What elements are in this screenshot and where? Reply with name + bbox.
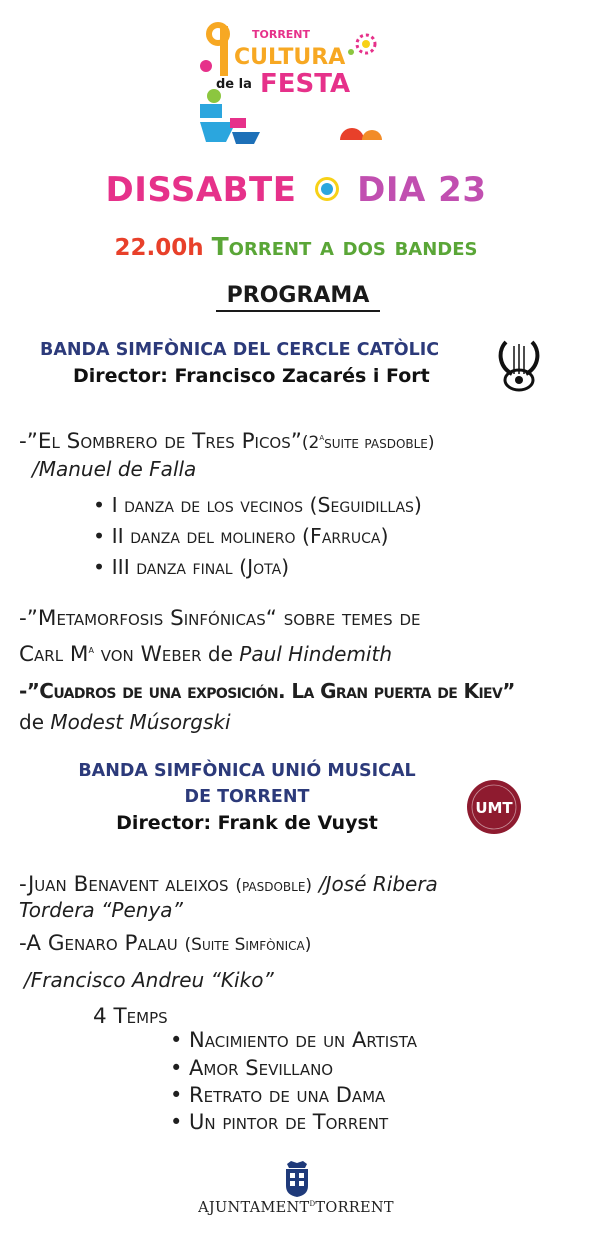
logo-line1: TORRENT (252, 28, 311, 41)
band2-work1-title: -Juan Benavent aleixos (pasdoble) /José Ribera (19, 872, 438, 897)
logo-line2: CULTURA (234, 45, 346, 70)
movement-item: • II danza del molinero (Farruca) (93, 524, 389, 548)
movement-item: • I danza de los vecinos (Seguidillas) (93, 493, 422, 517)
band2-director: Director: Frank de Vuyst (116, 812, 378, 834)
band1-director: Director: Francisco Zacarés i Fort (73, 365, 430, 387)
ajuntament-footer: $AJUNTAMENT^DTORRENT$ (198, 1200, 394, 1216)
cultura-de-la-festa-logo (196, 22, 396, 152)
sun-icon (313, 175, 341, 203)
programa-heading: PROGRAMA (216, 283, 380, 312)
band2-work2-composer: /Francisco Andreu “Kiko” (24, 968, 274, 992)
band1-work3-composer: de Modest Músorgski (19, 710, 231, 734)
band2-work1-composer: Tordera “Penya” (19, 898, 183, 922)
band1-work2-line2: Carl $M^a$ von Weber de Paul Hindemith (19, 642, 392, 668)
band1-work3-title: -”Cuadros de una exposición. La Gran puerta de Kiev” (19, 679, 515, 703)
date-label: DIA 23 (357, 170, 487, 210)
date-headline (0, 170, 592, 210)
lyre-icon (494, 336, 544, 394)
movement-item: • Amor Sevillano (170, 1056, 334, 1080)
band2-work2-title: -A Genaro Palau (Suite Simfònica) (19, 931, 312, 956)
band2-name-line2: DE TORRENT (184, 787, 310, 807)
umt-logo (466, 779, 522, 835)
torrent-crest-icon (282, 1160, 312, 1198)
band1-work2-line1: -”Metamorfosis Sinfónicas“ sobre temes de (19, 606, 421, 631)
movement-item: • Retrato de una Dama (170, 1083, 386, 1107)
umt-logo-text: UMT (475, 799, 513, 817)
movement-item: • III danza final (Jota) (93, 555, 290, 579)
day-label: DISSABTE (105, 170, 297, 210)
movement-item: • Nacimiento de un Artista (170, 1028, 418, 1052)
logo-line3: de la (216, 77, 252, 92)
logo-line4: FESTA (260, 69, 351, 99)
band1-name: BANDA SIMFÒNICA DEL CERCLE CATÒLIC (40, 340, 440, 360)
band1-work1-composer: /Manuel de Falla (32, 457, 197, 481)
event-title: Torrent a dos bandes (211, 232, 478, 261)
band1-work1-title: -”El Sombrero de Tres Picos”(2$^a$suite pasdoble) (19, 429, 435, 455)
event-line (0, 232, 592, 261)
band2-temps: 4 Temps (93, 1004, 168, 1029)
movement-item: • Un pintor de Torrent (170, 1110, 389, 1134)
band2-name-line1: BANDA SIMFÒNICA UNIÓ MUSICAL (78, 761, 416, 781)
event-time: 22.00h (114, 235, 204, 261)
